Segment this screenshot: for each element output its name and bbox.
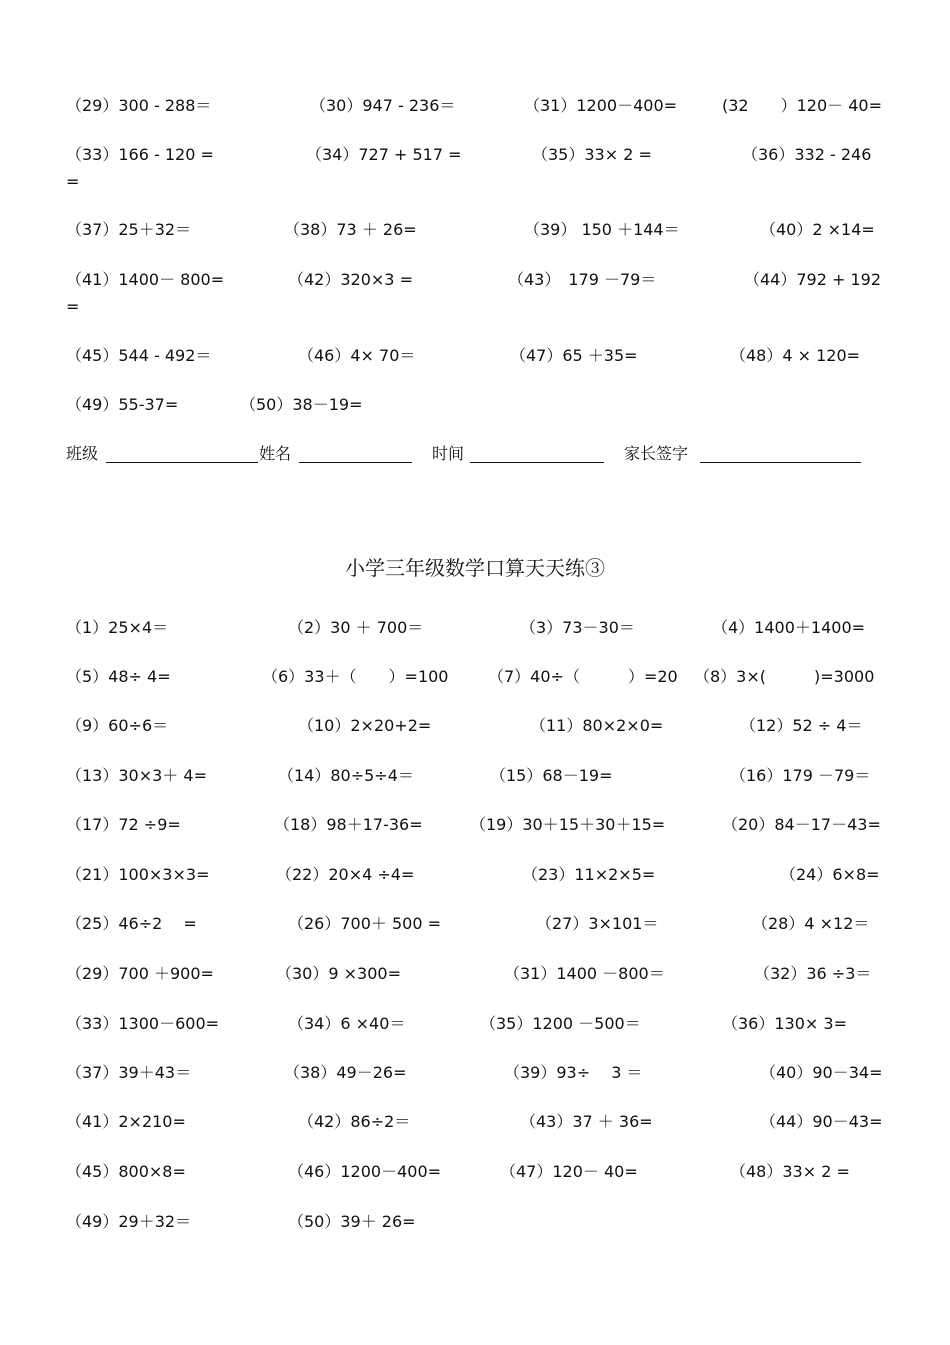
problem-21: （21）100×3×3= (66, 865, 210, 884)
parent-signature-blank[interactable] (700, 462, 861, 463)
main-row-4 (0, 765, 950, 789)
problem-32b: （32）36 ÷3＝ (754, 964, 872, 983)
main-row-5 (0, 814, 950, 838)
top-row-5 (0, 345, 950, 369)
top-row-6 (0, 394, 950, 418)
problem-40: （40）2 ×14= (760, 220, 875, 239)
problem-41: （41）1400－ 800= (66, 270, 225, 289)
problem-49b: （49）29＋32＝ (66, 1212, 192, 1231)
problem-4: （4）1400＋1400= (712, 618, 866, 637)
problem-12: （12）52 ÷ 4＝ (740, 716, 863, 735)
problem-35b: （35）1200 －500＝ (480, 1014, 641, 1033)
main-row-10 (0, 1062, 950, 1086)
class-label: 班级 (66, 444, 99, 463)
problem-49: （49）55-37= (66, 395, 179, 414)
time-blank[interactable] (470, 462, 604, 463)
top-row-4 (0, 269, 950, 293)
problem-14: （14）80÷5÷4＝ (278, 766, 414, 785)
main-row-3 (0, 715, 950, 739)
problem-33: （33）166 - 120 = (66, 145, 214, 164)
top-row-3 (0, 219, 950, 243)
problem-35: （35）33× 2 = (532, 145, 652, 164)
problem-45b: （45）800×8= (66, 1162, 186, 1181)
problem-3: （3）73－30＝ (520, 618, 635, 637)
problem-23: （23）11×2×5= (522, 865, 656, 884)
problem-17: （17）72 ÷9= (66, 815, 181, 834)
problem-33b: （33）1300－600= (66, 1014, 220, 1033)
problem-42: （42）320×3 = (288, 270, 413, 289)
problem-44: （44）792 + 192 (744, 270, 882, 289)
problem-42b: （42）86÷2＝ (298, 1112, 411, 1131)
problem-7: （7）40÷（ ）=20 (488, 667, 678, 686)
problem-34: （34）727 + 517 = (306, 145, 462, 164)
problem-39b: （39）93÷ 3 ＝ (504, 1063, 643, 1082)
problem-11: （11）80×2×0= (530, 716, 664, 735)
problem-6: （6）33＋（ ）=100 (262, 667, 449, 686)
problem-2: （2）30 ＋ 700＝ (288, 618, 424, 637)
main-row-13 (0, 1211, 950, 1235)
problem-50b: （50）39＋ 26= (288, 1212, 416, 1231)
parent-signature-label: 家长签字 (624, 444, 689, 463)
problem-48: （48）4 × 120= (730, 346, 861, 365)
time-label: 时间 (432, 444, 465, 463)
problem-22: （22）20×4 ÷4= (276, 865, 415, 884)
problem-5: （5）48÷ 4= (66, 667, 171, 686)
problem-25: （25）46÷2 = (66, 914, 197, 933)
problem-16: （16）179 －79＝ (730, 766, 871, 785)
problem-39: （39） 150 ＋144＝ (524, 220, 680, 239)
name-blank[interactable] (299, 462, 412, 463)
problem-20: （20）84－17－43= (722, 815, 881, 834)
problem-45: （45）544 - 492＝ (66, 346, 212, 365)
problem-19: （19）30＋15＋30＋15= (470, 815, 666, 834)
problem-47: （47）65 ＋35= (510, 346, 638, 365)
problem-29: （29）300 - 288＝ (66, 96, 212, 115)
problem-30: （30）947 - 236＝ (310, 96, 456, 115)
problem-36b: （36）130× 3= (722, 1014, 847, 1033)
problem-37b: （37）39＋43＝ (66, 1063, 192, 1082)
problem-40b: （40）90－34= (760, 1063, 883, 1082)
problem-10: （10）2×20+2= (298, 716, 432, 735)
problem-1: （1）25×4＝ (66, 618, 169, 637)
problem-18: （18）98＋17-36= (274, 815, 423, 834)
main-row-1 (0, 617, 950, 641)
problem-36: （36）332 - 246 (742, 145, 872, 164)
problem-37: （37）25＋32＝ (66, 220, 192, 239)
problem-44b: （44）90－43= (760, 1112, 883, 1131)
problem-43: （43） 179 －79＝ (508, 270, 657, 289)
problem-24: （24）6×8= (780, 865, 880, 884)
name-label: 姓名 (259, 444, 292, 463)
problem-28: （28）4 ×12＝ (752, 914, 870, 933)
problem-43b: （43）37 ＋ 36= (520, 1112, 653, 1131)
problem-29b: （29）700 ＋900= (66, 964, 214, 983)
problem-26: （26）700＋ 500 = (288, 914, 442, 933)
problem-8: （8）3×( )=3000 (694, 667, 875, 686)
top-row-2 (0, 144, 950, 168)
problem-13: （13）30×3＋ 4= (66, 766, 207, 785)
problem-32: (32 ）120－ 40= (722, 96, 882, 115)
worksheet-title: 小学三年级数学口算天天练③ (345, 556, 605, 580)
main-row-9 (0, 1013, 950, 1037)
wrapped-equals-44: = (66, 297, 80, 316)
main-row-7 (0, 913, 950, 937)
problem-41b: （41）2×210= (66, 1112, 186, 1131)
problem-47b: （47）120－ 40= (500, 1162, 638, 1181)
main-row-2 (0, 666, 950, 690)
problem-38b: （38）49－26= (284, 1063, 407, 1082)
problem-46b: （46）1200－400= (288, 1162, 442, 1181)
top-row-1 (0, 95, 950, 119)
problem-9: （9）60÷6＝ (66, 716, 169, 735)
main-row-6 (0, 864, 950, 888)
problem-31b: （31）1400 －800＝ (504, 964, 665, 983)
problem-50: （50）38－19= (240, 395, 363, 414)
class-blank[interactable] (106, 462, 258, 463)
problem-31: （31）1200－400= (524, 96, 678, 115)
problem-34b: （34）6 ×40＝ (288, 1014, 406, 1033)
main-row-11 (0, 1111, 950, 1135)
problem-15: （15）68－19= (490, 766, 613, 785)
problem-30b: （30）9 ×300= (276, 964, 401, 983)
problem-48b: （48）33× 2 = (730, 1162, 850, 1181)
problem-38: （38）73 ＋ 26= (284, 220, 417, 239)
problem-27: （27）3×101＝ (536, 914, 659, 933)
main-row-8 (0, 963, 950, 987)
wrapped-equals-36: = (66, 172, 80, 191)
main-row-12 (0, 1161, 950, 1185)
problem-46: （46）4× 70＝ (298, 346, 416, 365)
